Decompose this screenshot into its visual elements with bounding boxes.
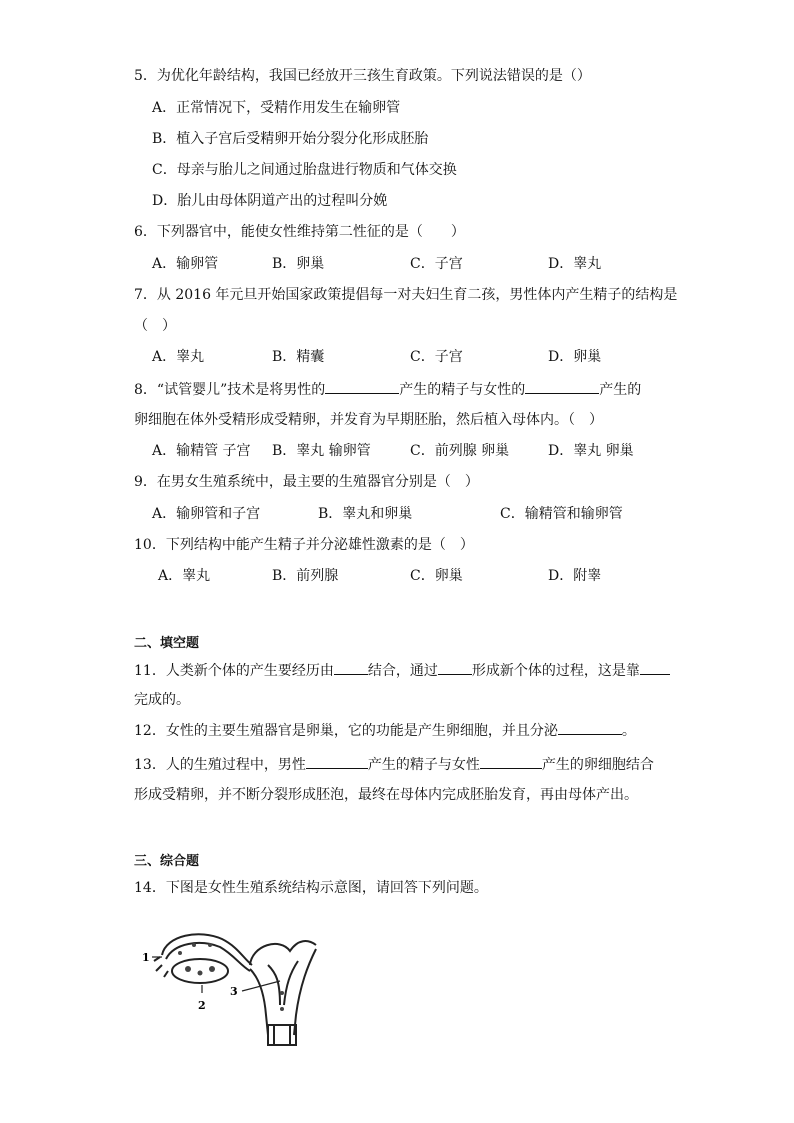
q13-blank-2[interactable] <box>480 754 542 769</box>
q7-option-d: D．卵巢 <box>548 349 602 365</box>
q12-text-1: 12．女性的主要生殖器官是卵巢，它的功能是产生卵细胞，并且分泌 <box>134 723 558 739</box>
diagram-label-3: 3 <box>230 985 238 998</box>
q11-text-2: 结合，通过 <box>367 663 438 679</box>
section3-title: 三、综合题 <box>134 854 200 869</box>
q6-option-b: B．卵巢 <box>272 256 325 272</box>
q10-option-a: A．睾丸 <box>158 568 211 584</box>
q8-option-a: A．输精管 子宫 <box>152 443 251 459</box>
q5-stem: 5．为优化年龄结构，我国已经放开三孩生育政策。下列说法错误的是（） <box>134 68 591 84</box>
q6-option-d: D．睾丸 <box>548 256 602 272</box>
q9-option-b: B．睾丸和卵巢 <box>318 506 413 522</box>
q13-text-1: 13．人的生殖过程中，男性 <box>134 757 306 773</box>
q10-option-d: D．附睾 <box>548 568 602 584</box>
diagram-label-1: 1 <box>142 951 150 964</box>
q10-option-c: C．卵巢 <box>410 568 463 584</box>
q8-text-1: 8．“试管婴儿”技术是将男性的 <box>134 382 326 398</box>
q7-stem-line1: 7．从 2016 年元旦开始国家政策提倡每一对夫妇生育二孩，男性体内产生精子的结构是 <box>134 287 678 303</box>
q11-blank-2[interactable] <box>438 660 472 675</box>
q5-option-b: B．植入子宫后受精卵开始分裂分化形成胚胎 <box>152 131 429 147</box>
q11-text-3: 形成新个体的过程，这是靠 <box>471 663 640 679</box>
q11-text-1: 11．人类新个体的产生要经历由 <box>134 663 334 679</box>
q9-option-a: A．输卵管和子宫 <box>152 506 261 522</box>
q11-blank-3[interactable] <box>640 660 670 675</box>
q6-option-c: C．子宫 <box>410 256 463 272</box>
q8-text-2: 产生的精子与女性的 <box>399 382 526 398</box>
q13-text-2: 产生的精子与女性 <box>367 757 480 773</box>
q8-option-b: B．睾丸 输卵管 <box>272 443 371 459</box>
q11-line2: 完成的。 <box>134 692 190 708</box>
q10-option-b: B．前列腺 <box>272 568 339 584</box>
q8-blank-1[interactable] <box>325 379 399 394</box>
q12-text-2: 。 <box>621 723 636 739</box>
q8-blank-2[interactable] <box>525 379 599 394</box>
q11-line1 <box>134 660 670 681</box>
q6-stem: 6．下列器官中，能使女性维持第二性征的是（ ） <box>134 224 465 240</box>
female-reproductive-system-diagram <box>140 925 320 1050</box>
q8-text-3: 产生的 <box>599 382 642 398</box>
q8-option-c: C．前列腺 卵巢 <box>410 443 510 459</box>
q7-option-c: C．子宫 <box>410 349 463 365</box>
q7-option-b: B．精囊 <box>272 349 325 365</box>
q8-stem-line2: 卵细胞在体外受精形成受精卵，并发育为早期胚胎，然后植入母体内。（ ） <box>134 412 603 428</box>
q9-stem: 9．在男女生殖系统中，最主要的生殖器官分别是（ ） <box>134 474 479 490</box>
q13-text-3: 产生的卵细胞结合 <box>541 757 654 773</box>
q13-blank-1[interactable] <box>306 754 368 769</box>
q7-option-a: A．睾丸 <box>152 349 205 365</box>
section2-title: 二、填空题 <box>134 636 200 651</box>
q11-blank-1[interactable] <box>334 660 368 675</box>
q12-blank[interactable] <box>558 720 622 735</box>
diagram-label-2: 2 <box>198 999 206 1012</box>
q13-line2: 形成受精卵，并不断分裂形成胚泡，最终在母体内完成胚胎发育，再由母体产出。 <box>134 787 638 803</box>
q8-option-d: D．睾丸 卵巢 <box>548 443 634 459</box>
q8-stem-line1 <box>134 379 641 400</box>
q5-option-c: C．母亲与胎儿之间通过胎盘进行物质和气体交换 <box>152 162 457 178</box>
q7-stem-line2: （ ） <box>134 318 176 334</box>
q6-option-a: A．输卵管 <box>152 256 219 272</box>
q14-stem: 14．下图是女性生殖系统结构示意图，请回答下列问题。 <box>134 880 488 896</box>
q12-line <box>134 720 636 741</box>
q5-option-a: A．正常情况下，受精作用发生在输卵管 <box>152 100 401 116</box>
q5-option-d: D．胎儿由母体阴道产出的过程叫分娩 <box>152 193 388 209</box>
q9-option-c: C．输精管和输卵管 <box>500 506 623 522</box>
q10-stem: 10．下列结构中能产生精子并分泌雄性激素的是（ ） <box>134 537 474 553</box>
q13-line1 <box>134 754 654 775</box>
